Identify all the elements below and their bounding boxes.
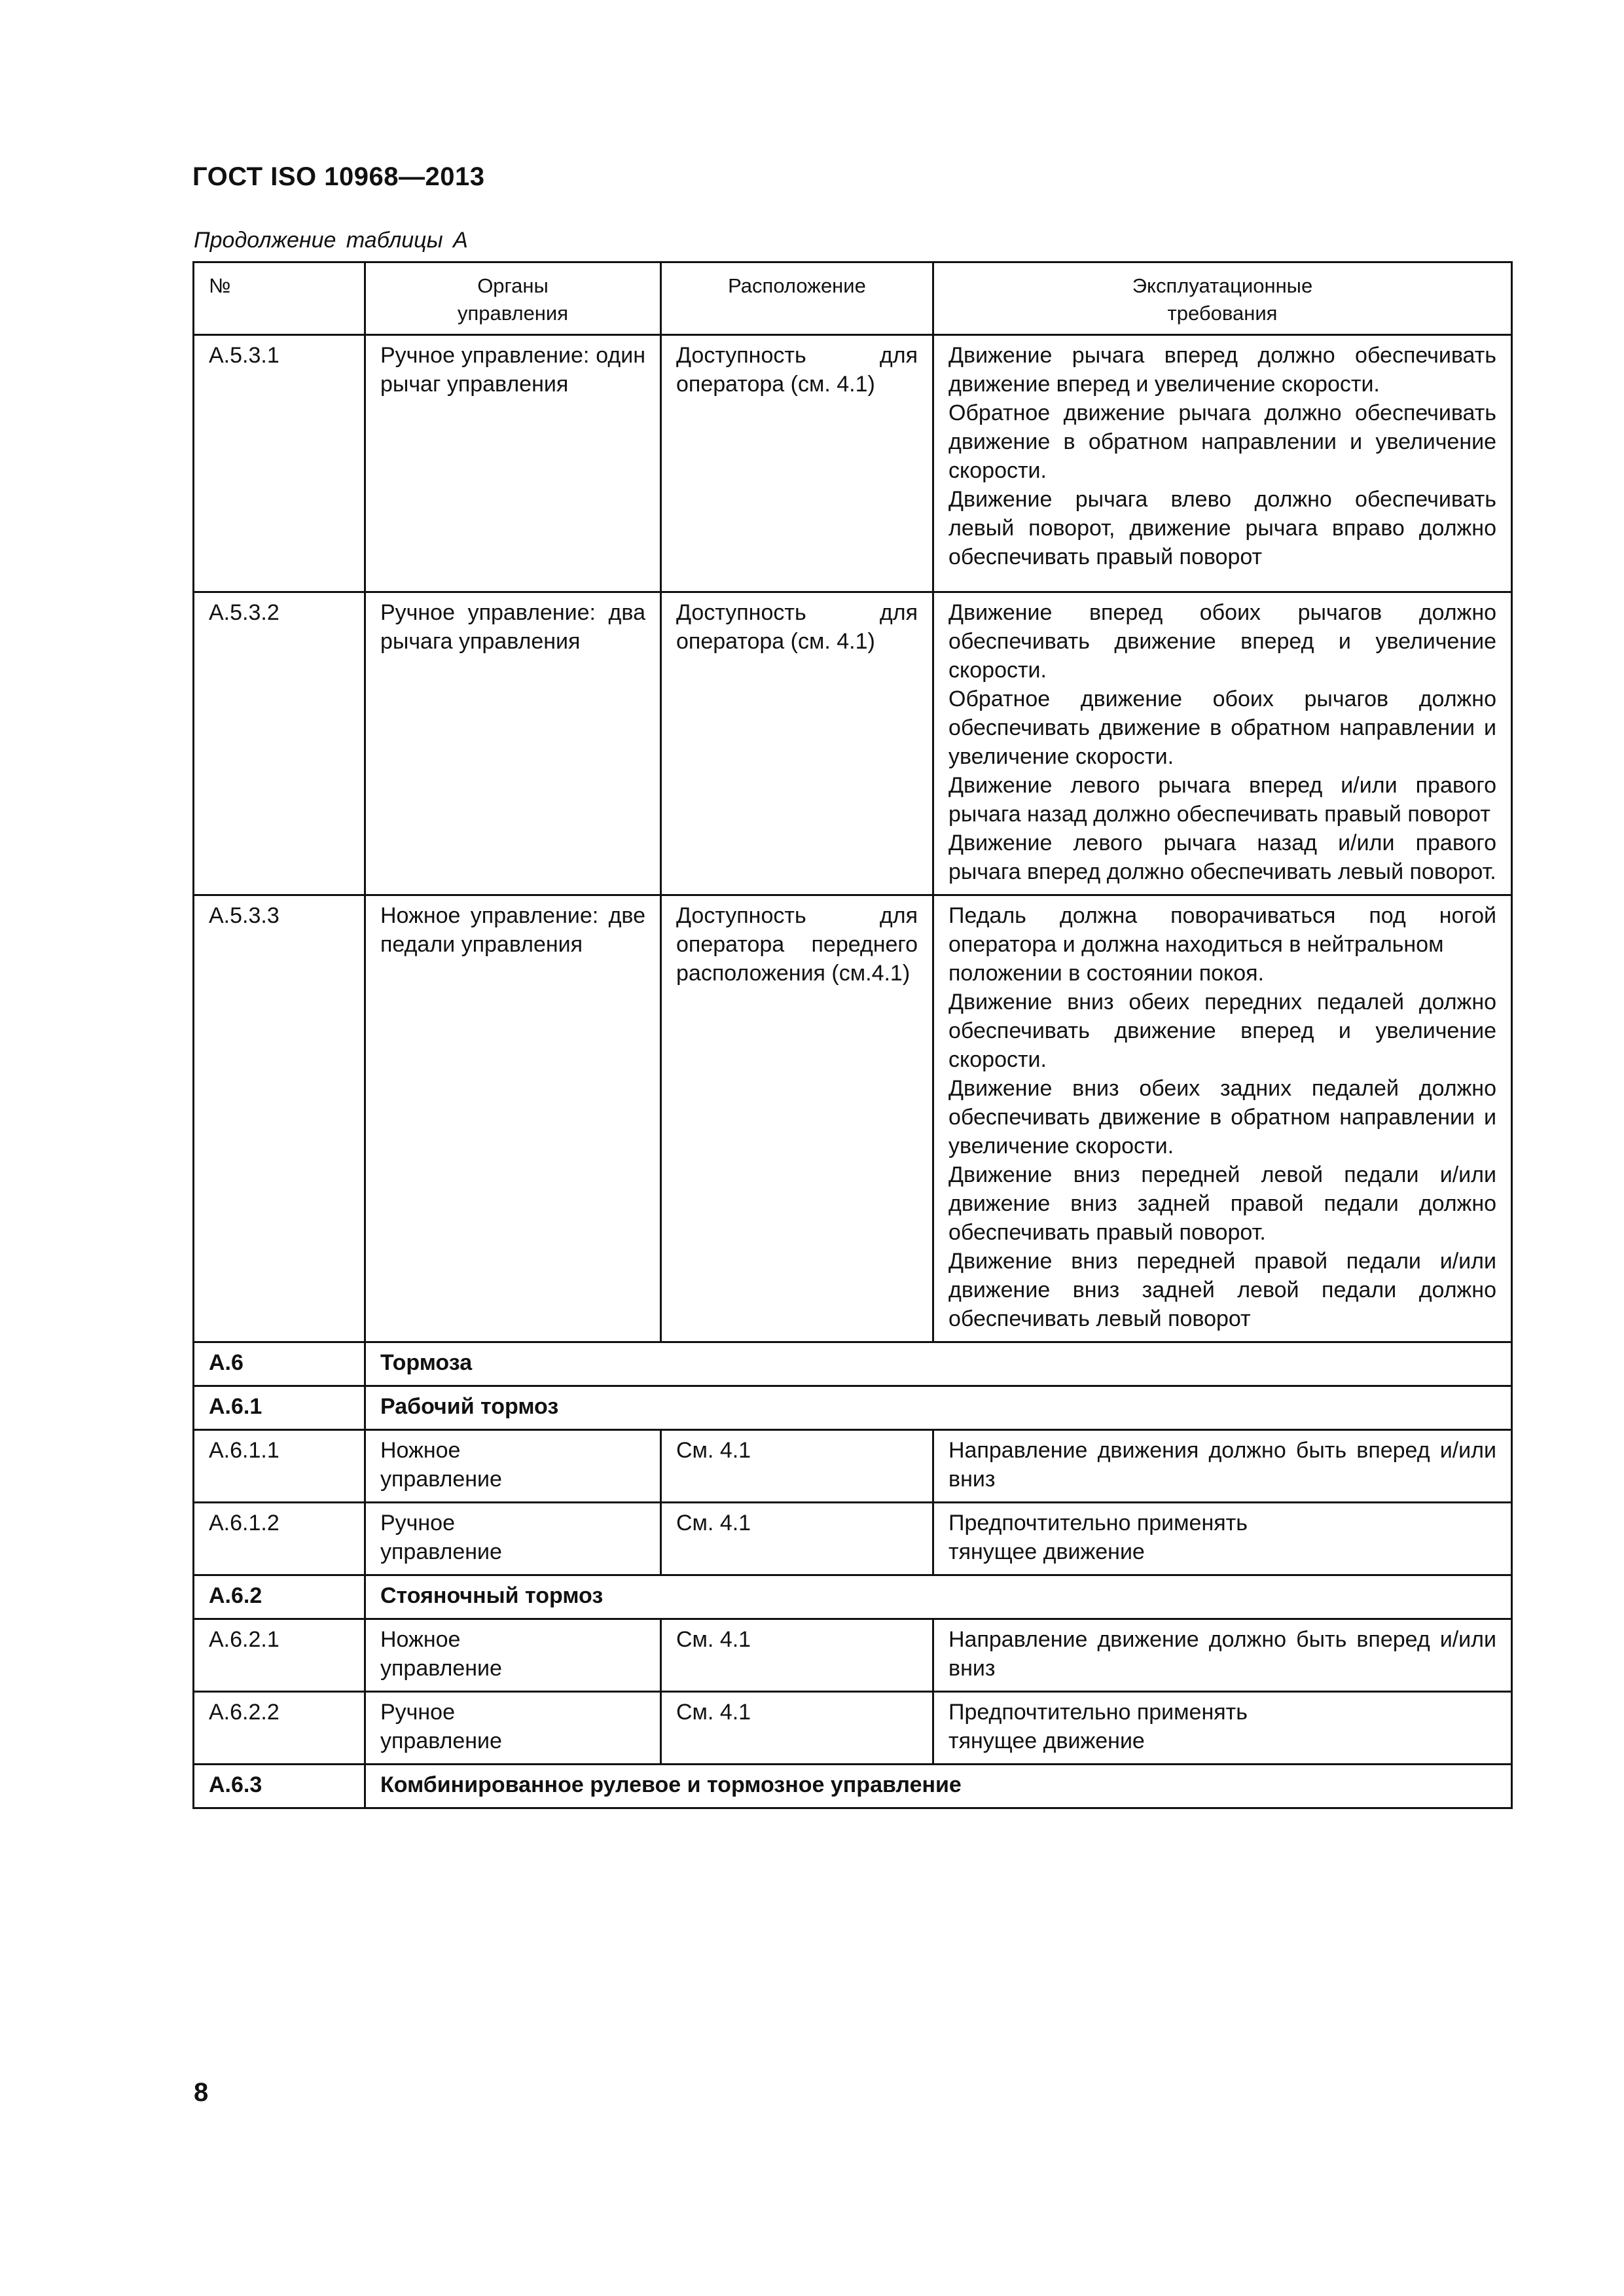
row-requirements [933,1503,1512,1575]
table-row [194,1619,1512,1692]
requirement-line: Обратное движение обоих рычагов должно обеспечивать движение в обратном направлении и увеличение скорости. [948,687,1496,769]
row-location: Доступность для оператора (см. 4.1) [661,335,933,592]
controls-table [192,261,1513,1809]
requirement-line: Движение левого рычага вперед и/или правого рычага назад должно обеспечивать правый поворот [948,773,1496,827]
table-row [194,1503,1512,1575]
row-location: См. 4.1 [661,1619,933,1692]
requirement-line: Движение вниз обеих передних педалей должно обеспечивать движение вперед и увеличение скорости. [948,990,1496,1072]
section-number: А.6 [194,1342,365,1386]
section-title: Тормоза [365,1342,1512,1386]
row-control-text: Ручное управление [380,1511,502,1564]
table-row [194,1430,1512,1503]
page-number: 8 [194,2078,209,2107]
row-number: А.6.1.1 [194,1430,365,1503]
section-title: Рабочий тормоз [365,1386,1512,1430]
section-row [194,1342,1512,1386]
section-number: А.6.3 [194,1765,365,1808]
row-requirements: Направление движения должно быть вперед и/или вниз [933,1430,1512,1503]
requirement-line: положении в состоянии покоя. [948,961,1265,986]
requirement-line: Движение вперед обоих рычагов должно обеспечивать движение вперед и увеличение скорости. [948,600,1496,683]
section-row [194,1765,1512,1808]
section-title: Комбинированное рулевое и тормозное управление [365,1765,1512,1808]
requirement-line: Движение вниз обеих задних педалей должно обеспечивать движение в обратном направлении и увеличение скорости. [948,1076,1496,1158]
table-caption: Продолжение таблицы А [194,228,468,253]
row-control-text: Ножное управление [380,1438,502,1492]
row-location: См. 4.1 [661,1692,933,1765]
row-requirements-text: Предпочтительно применять тянущее движение [948,1700,1248,1753]
row-control: Ручное управление: два рычага управления [365,592,661,895]
requirement-line: Движение вниз передней правой педали и/или движение вниз задней левой педали должно обеспечивать левый поворот [948,1249,1496,1331]
row-requirements [933,895,1512,1342]
row-control-text: Ручное управление [380,1700,502,1753]
column-header-requirements [933,262,1512,335]
row-location: См. 4.1 [661,1430,933,1503]
column-header-location: Расположение [661,262,933,335]
section-row [194,1386,1512,1430]
section-number: А.6.1 [194,1386,365,1430]
requirement-line: Движение вниз передней левой педали и/или движение вниз задней правой педали должно обеспечивать правый поворот. [948,1162,1496,1245]
table-header-row [194,262,1512,335]
row-control [365,1692,661,1765]
row-number: А.6.2.1 [194,1619,365,1692]
row-location: Доступность для оператора переднего расположения (см.4.1) [661,895,933,1342]
row-number: А.6.1.2 [194,1503,365,1575]
column-header-controls [365,262,661,335]
requirement-line: Движение левого рычага назад и/или правого рычага вперед должно обеспечивать левый поворот. [948,831,1496,884]
row-control-text: Ножное управление [380,1627,502,1681]
row-requirements [933,592,1512,895]
row-requirements [933,335,1512,592]
requirement-line: Обратное движение рычага должно обеспечивать движение в обратном направлении и увеличение скорости. [948,401,1496,483]
row-control: Ручное управление: один рычаг управления [365,335,661,592]
row-location: Доступность для оператора (см. 4.1) [661,592,933,895]
column-header-number: № [194,262,365,335]
requirement-line: Движение рычага вперед должно обеспечивать движение вперед и увеличение скорости. [948,343,1496,397]
row-number: А.5.3.2 [194,592,365,895]
row-number: А.6.2.2 [194,1692,365,1765]
row-requirements [933,1692,1512,1765]
row-control [365,1619,661,1692]
table-row [194,592,1512,895]
requirement-line: Педаль должна поворачиваться под ногой оператора и должна находиться в нейтральном [948,903,1496,957]
row-control [365,1430,661,1503]
column-header-controls-text: Органы управления [457,274,569,325]
row-location: См. 4.1 [661,1503,933,1575]
table-row [194,1692,1512,1765]
column-header-requirements-text: Эксплуатационные требования [1132,274,1313,325]
table-row [194,895,1512,1342]
row-control [365,1503,661,1575]
row-number: А.5.3.3 [194,895,365,1342]
table-row [194,335,1512,592]
section-number: А.6.2 [194,1575,365,1619]
section-row [194,1575,1512,1619]
row-number: А.5.3.1 [194,335,365,592]
row-control: Ножное управление: две педали управления [365,895,661,1342]
row-requirements-text: Предпочтительно применять тянущее движение [948,1511,1248,1564]
document-header: ГОСТ ISO 10968—2013 [192,162,485,191]
row-requirements: Направление движение должно быть вперед и/или вниз [933,1619,1512,1692]
requirement-line: Движение рычага влево должно обеспечивать левый поворот, движение рычага вправо должно обеспечивать правый поворот [948,487,1496,569]
section-title: Стояночный тормоз [365,1575,1512,1619]
